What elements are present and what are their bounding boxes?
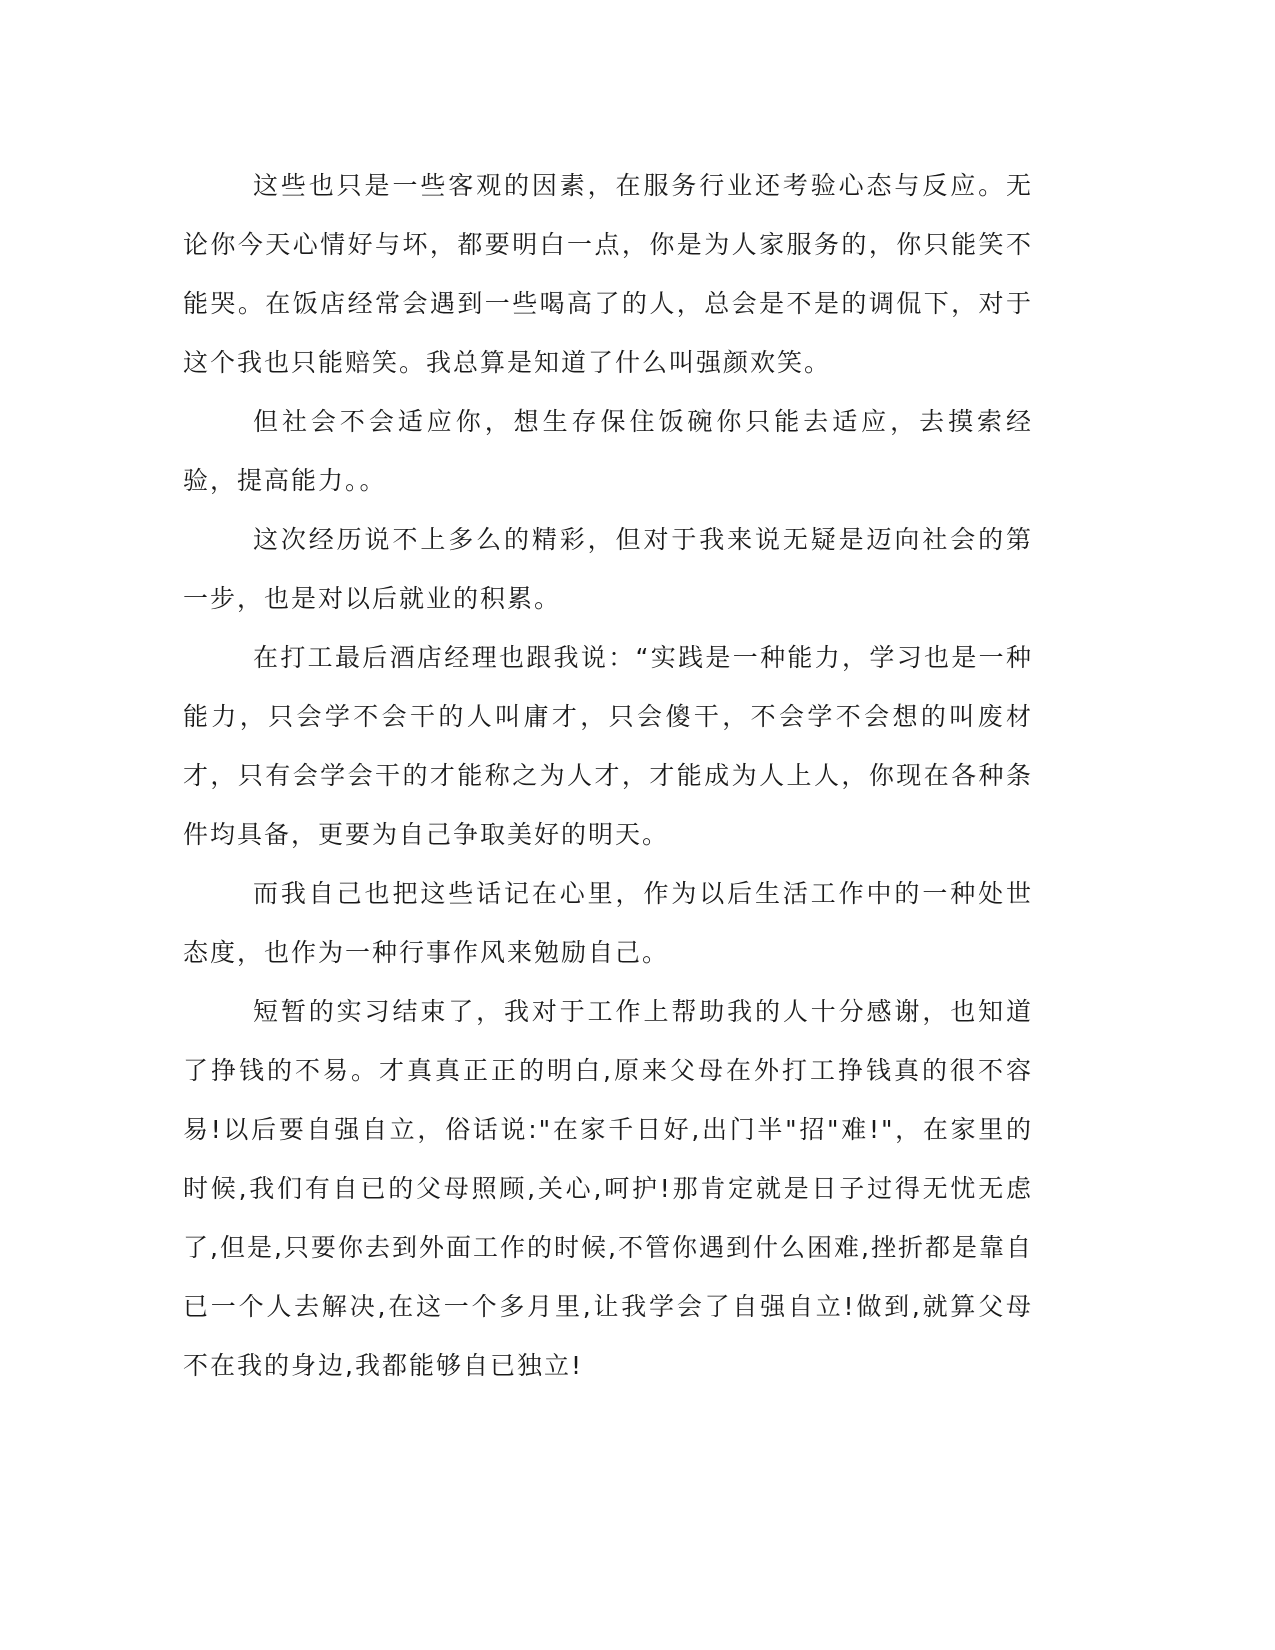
paragraph-adapt-society: 但社会不会适应你，想生存保住饭碗你只能去适应，去摸索经验，提高能力。。 [183, 407, 1033, 495]
paragraph-life-attitude: 而我自己也把这些话记在心里，作为以后生活工作中的一种处世态度，也作为一种行事作风来勉励自己。 [183, 879, 1033, 967]
paragraph-first-step: 这次经历说不上多么的精彩，但对于我来说无疑是迈向社会的第一步，也是对以后就业的积累。 [183, 525, 1033, 613]
paragraph-manager-advice: 在打工最后酒店经理也跟我说：“实践是一种能力，学习也是一种能力，只会学不会干的人叫庸才，只会傻干，不会学不会想的叫废材才，只有会学会干的才能称之为人才，才能成为人上人，你现在各种条件均具备，更要为自己争取美好的明天。 [183, 643, 1033, 849]
paragraph-service-attitude: 这些也只是一些客观的因素，在服务行业还考验心态与反应。无论你今天心情好与坏，都要明白一点，你是为人家服务的，你只能笑不能哭。在饭店经常会遇到一些喝高了的人，总会是不是的调侃下，对于这个我也只能赔笑。我总算是知道了什么叫强颜欢笑。 [183, 171, 1033, 377]
document-body [183, 156, 1033, 1395]
paragraph-internship-end: 短暂的实习结束了，我对于工作上帮助我的人十分感谢，也知道了挣钱的不易。才真真正正的明白,原来父母在外打工挣钱真的很不容易!以后要自强自立，俗话说:"在家千日好,出门半"招"难!"，在家里的时候,我们有自已的父母照顾,关心,呵护!那肯定就是日子过得无忧无虑了,但是,只要你去到外面工作的时候,不管你遇到什么困难,挫折都是靠自已一个人去解决,在这一个多月里,让我学会了自强自立!做到,就算父母不在我的身边,我都能够自已独立! [183, 997, 1033, 1380]
